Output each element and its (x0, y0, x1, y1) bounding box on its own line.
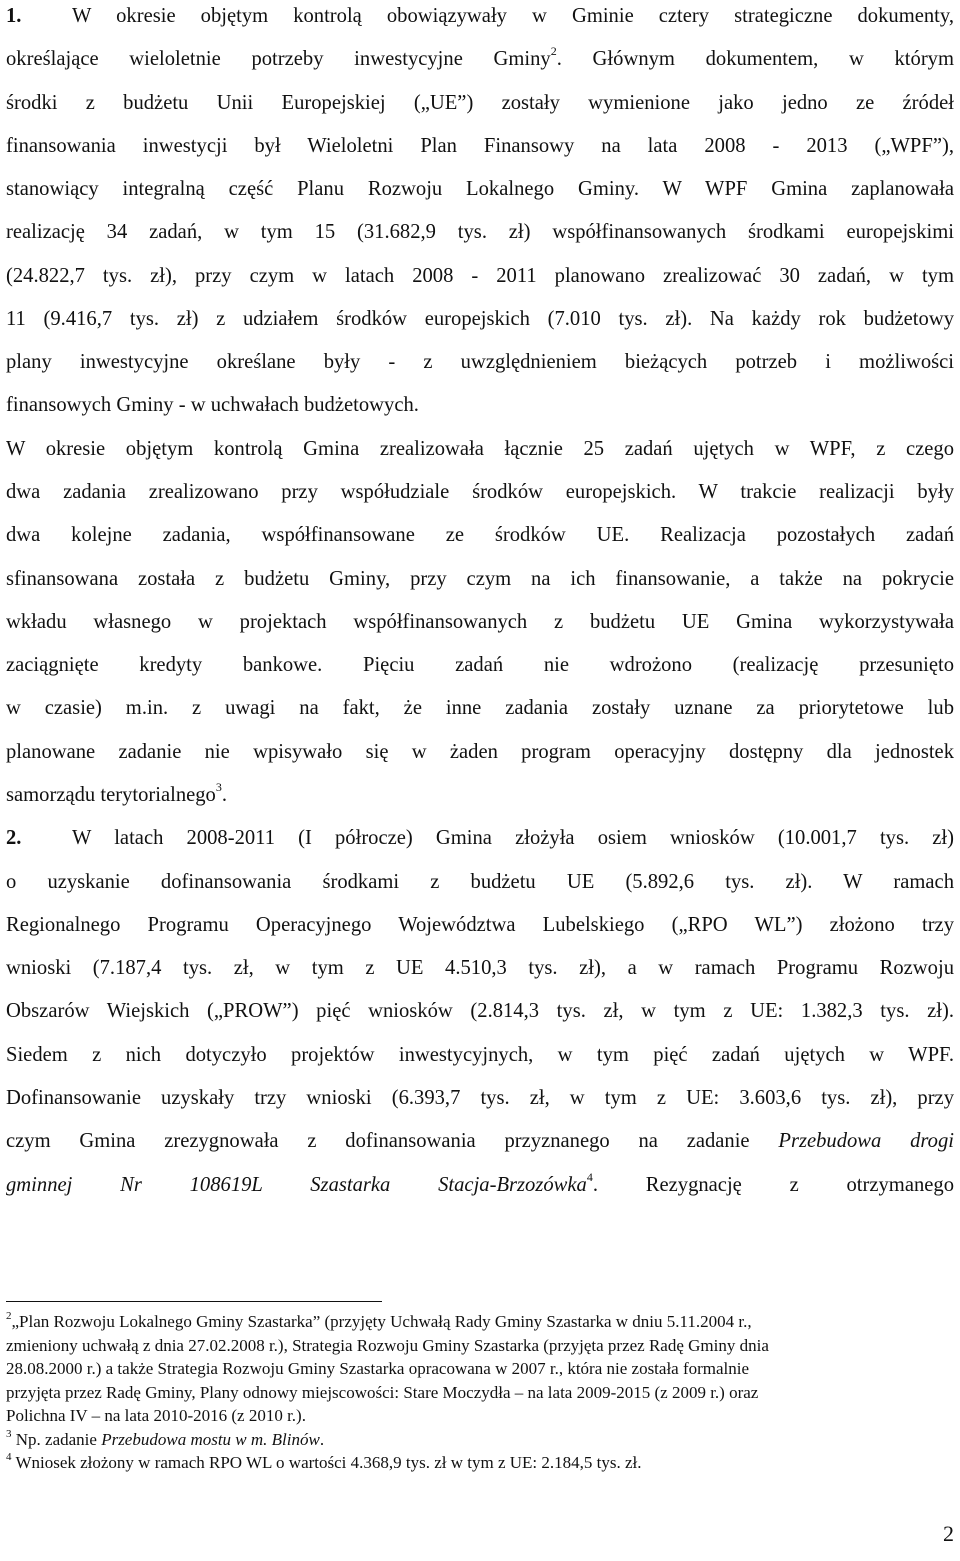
footnote-line: $^4$ Wniosek złożony w ramach RPO WL o wartości 4.368,9 tys. zł w tym z UE: 2.184,5 tys. zł. (6, 1451, 642, 1472)
body-line: samorządu terytorialnego$^3$. (6, 781, 228, 806)
task-title: gminnej Nr 108619L Szastarka Stacja-Brzozówka (6, 1174, 587, 1196)
footnote-separator (6, 1301, 382, 1302)
task-title: Przebudowa drogi (778, 1130, 954, 1152)
body-line: realizację 34 zadań, w tym 15 (31.682,9 tys. zł) współfinansowanych środkami europejskimi (6, 221, 954, 243)
body-line: planowane zadanie nie wpisywało się w żaden program operacyjny dostępny dla jednostek (6, 741, 954, 763)
footnote-marker: 4 (6, 1451, 12, 1464)
section-number: 2. (6, 827, 22, 849)
body-line: dwa kolejne zadania, współfinansowane ze środków UE. Realizacja pozostałych zadań (6, 524, 954, 546)
body-line: czym Gmina zrezygnowała z dofinansowania przyznanego na zadanie Przebudowa drogi (6, 1130, 954, 1152)
body-line: o uzyskanie dofinansowania środkami z budżetu UE (5.892,6 tys. zł). W ramach (6, 871, 954, 893)
footnote-line: Polichna IV – na lata 2010-2016 (z 2010 r.). (6, 1406, 306, 1425)
body-line: wnioski (7.187,4 tys. zł, w tym z UE 4.510,3 tys. zł), a w ramach Programu Rozwoju (6, 957, 954, 979)
footnote-line: 28.08.2000 r.) a także Strategia Rozwoju Gminy Szastarka opracowana w 2007 r., która nie została formalnie (6, 1359, 750, 1378)
footnote-line: przyjęta przez Radę Gminy, Plany odnowy miejscowości: Stare Moczydła – na lata 2009-2015 (z 2009 r.) oraz (6, 1383, 759, 1402)
body-line: finansowania inwestycji był Wieloletni Plan Finansowy na lata 2008 - 2013 („WPF”), (6, 135, 954, 157)
body-line: Dofinansowanie uzyskały trzy wnioski (6.393,7 tys. zł, w tym z UE: 3.603,6 tys. zł), przy (6, 1087, 954, 1109)
footnote-marker: 2 (6, 1310, 12, 1323)
footnote-line: zmieniony uchwałą z dnia 27.02.2008 r.), Strategia Rozwoju Gminy Szastarka (przyjęta przez Radę Gminy dnia (6, 1336, 769, 1355)
footnote-marker: 3 (6, 1428, 12, 1441)
body-line: W okresie objętym kontrolą Gmina zrealizowała łącznie 25 zadań ujętych w WPF, z czego (6, 438, 954, 460)
body-line: 1. W okresie objętym kontrolą obowiązywały w Gminie cztery strategiczne dokumenty, (6, 2, 954, 30)
body-line: w czasie) m.in. z uwagi na fakt, że inne zadania zostały uznane za priorytetowe lub (6, 697, 954, 719)
page-number: 2 (943, 1521, 954, 1546)
footnote-line: $^2$„Plan Rozwoju Lokalnego Gminy Szastarka” (przyjęty Uchwałą Rady Gminy Szastarka w dniu 5.11.2004 r., (6, 1310, 752, 1331)
body-line: Obszarów Wiejskich („PROW”) pięć wniosków (2.814,3 tys. zł, w tym z UE: 1.382,3 tys. zł). (6, 1000, 954, 1022)
body-line: plany inwestycyjne określane były - z uwzględnieniem bieżących potrzeb i możliwości (6, 351, 954, 373)
body-line: gminnej Nr 108619L Szastarka Stacja-Brzozówka$^4$. Rezygnację z otrzymanego (6, 1171, 954, 1196)
body-line: wkładu własnego w projektach współfinansowanych z budżetu UE Gmina wykorzystywała (6, 611, 954, 633)
footnote-line: $^3$ Np. zadanie Przebudowa mostu w m. Blinów. (6, 1428, 325, 1449)
body-line: finansowych Gminy - w uchwałach budżetowych. (6, 394, 419, 416)
footnote-ref: 4 (586, 1171, 593, 1185)
body-line: Regionalnego Programu Operacyjnego Województwa Lubelskiego („RPO WL”) złożono trzy (6, 914, 954, 936)
body-line: środki z budżetu Unii Europejskiej („UE”) zostały wymienione jako jedno ze źródeł (6, 92, 954, 114)
body-line: 2. W latach 2008-2011 (I półrocze) Gmina złożyła osiem wniosków (10.001,7 tys. zł) (6, 824, 954, 852)
body-line: dwa zadania zrealizowano przy współudziale środków europejskich. W trakcie realizacji były (6, 481, 954, 503)
body-line: zaciągnięte kredyty bankowe. Pięciu zadań nie wdrożono (realizację przesunięto (6, 654, 954, 676)
body-line: (24.822,7 tys. zł), przy czym w latach 2008 - 2011 planowano zrealizować 30 zadań, w tym (6, 265, 954, 287)
footnote-ref: 3 (215, 781, 222, 795)
footnote-ref: 2 (550, 45, 557, 59)
section-number: 1. (6, 5, 22, 27)
body-line: 11 (9.416,7 tys. zł) z udziałem środków europejskich (7.010 tys. zł). Na każdy rok budżetowy (6, 308, 954, 330)
body-line: określające wieloletnie potrzeby inwestycyjne Gminy$^2$. Głównym dokumentem, w którym (6, 45, 954, 70)
body-line: Siedem z nich dotyczyło projektów inwestycyjnych, w tym pięć zadań ujętych w WPF. (6, 1044, 954, 1066)
body-line: stanowiący integralną część Planu Rozwoju Lokalnego Gminy. W WPF Gmina zaplanowała (6, 178, 954, 200)
body-line: sfinansowana została z budżetu Gminy, przy czym na ich finansowanie, a także na pokrycie (6, 568, 954, 590)
